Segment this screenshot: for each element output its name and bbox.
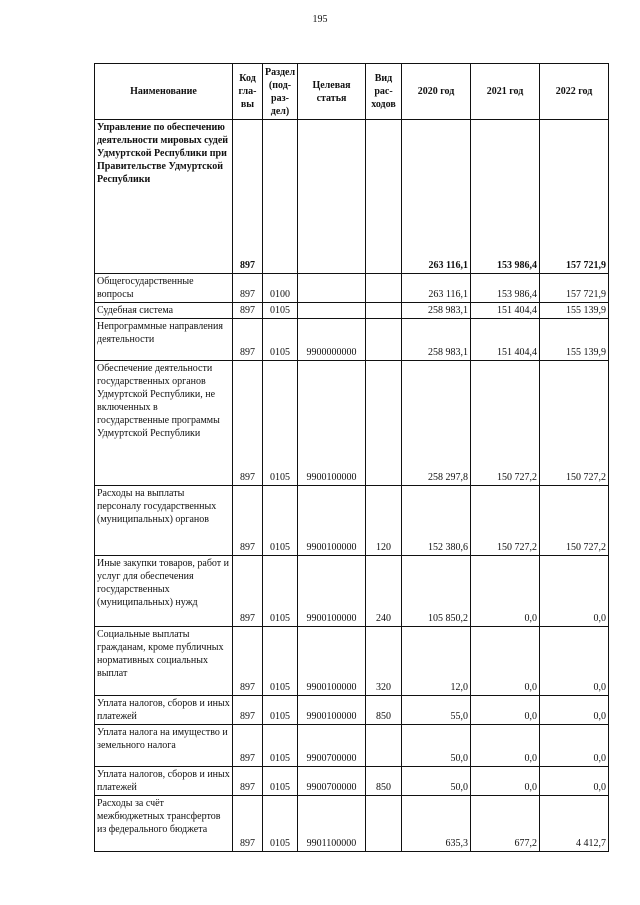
row-2021: 150 727,2 xyxy=(471,486,540,556)
row-target: 9900100000 xyxy=(298,556,366,627)
row-code: 897 xyxy=(233,796,263,852)
row-kind xyxy=(366,303,402,319)
header-kind: Вид рас-ходов xyxy=(366,64,402,120)
table-row xyxy=(95,361,609,486)
row-section: 0105 xyxy=(263,725,298,767)
table-row xyxy=(95,556,609,627)
row-code: 897 xyxy=(233,556,263,627)
row-section: 0100 xyxy=(263,274,298,303)
row-2021: 677,2 xyxy=(471,796,540,852)
table-row xyxy=(95,627,609,696)
row-target xyxy=(298,303,366,319)
row-kind xyxy=(366,361,402,486)
row-code: 897 xyxy=(233,319,263,361)
row-code: 897 xyxy=(233,120,263,274)
row-2020: 105 850,2 xyxy=(402,556,471,627)
row-section: 0105 xyxy=(263,319,298,361)
row-code: 897 xyxy=(233,274,263,303)
table-row xyxy=(95,319,609,361)
row-section: 0105 xyxy=(263,627,298,696)
table-row xyxy=(95,303,609,319)
row-target: 9900700000 xyxy=(298,725,366,767)
row-2020: 258 983,1 xyxy=(402,319,471,361)
row-2021: 0,0 xyxy=(471,767,540,796)
row-kind xyxy=(366,319,402,361)
row-2020: 263 116,1 xyxy=(402,274,471,303)
table-row xyxy=(95,725,609,767)
row-section: 0105 xyxy=(263,556,298,627)
row-2020: 55,0 xyxy=(402,696,471,725)
row-target xyxy=(298,274,366,303)
row-section: 0105 xyxy=(263,361,298,486)
row-kind xyxy=(366,725,402,767)
row-code: 897 xyxy=(233,767,263,796)
page-number: 195 xyxy=(312,14,328,25)
row-name: Управление по обеспечению деятельности мировых судей Удмуртской Республики при Правительстве Удмуртской Республики xyxy=(95,120,233,274)
row-2021: 0,0 xyxy=(471,556,540,627)
row-target: 9900100000 xyxy=(298,627,366,696)
row-2022: 0,0 xyxy=(540,556,609,627)
row-2021: 151 404,4 xyxy=(471,303,540,319)
row-2022: 0,0 xyxy=(540,696,609,725)
row-kind: 120 xyxy=(366,486,402,556)
row-code: 897 xyxy=(233,627,263,696)
table-row xyxy=(95,767,609,796)
row-2021: 0,0 xyxy=(471,627,540,696)
row-2021: 153 986,4 xyxy=(471,274,540,303)
row-target: 9900100000 xyxy=(298,696,366,725)
row-2020: 50,0 xyxy=(402,767,471,796)
row-name: Иные закупки товаров, работ и услуг для обеспечения государственных (муниципальных) нужд xyxy=(95,556,233,627)
row-code: 897 xyxy=(233,696,263,725)
row-kind: 320 xyxy=(366,627,402,696)
row-2022: 150 727,2 xyxy=(540,361,609,486)
table-row xyxy=(95,274,609,303)
row-name: Расходы на выплаты персоналу государственных (муниципальных) органов xyxy=(95,486,233,556)
row-2022: 0,0 xyxy=(540,725,609,767)
row-section xyxy=(263,120,298,274)
row-name: Судебная система xyxy=(95,303,233,319)
row-2020: 50,0 xyxy=(402,725,471,767)
row-code: 897 xyxy=(233,725,263,767)
row-name: Уплата налогов, сборов и иных платежей xyxy=(95,767,233,796)
table-row xyxy=(95,120,609,274)
row-kind: 850 xyxy=(366,696,402,725)
row-2021: 0,0 xyxy=(471,725,540,767)
row-kind: 240 xyxy=(366,556,402,627)
table-row xyxy=(95,696,609,725)
row-target xyxy=(298,120,366,274)
row-target: 9900100000 xyxy=(298,486,366,556)
row-section: 0105 xyxy=(263,767,298,796)
row-kind: 850 xyxy=(366,767,402,796)
row-2021: 151 404,4 xyxy=(471,319,540,361)
header-2022: 2022 год xyxy=(540,64,609,120)
row-2022: 0,0 xyxy=(540,627,609,696)
row-2020: 635,3 xyxy=(402,796,471,852)
header-2021: 2021 год xyxy=(471,64,540,120)
row-code: 897 xyxy=(233,361,263,486)
row-2022: 155 139,9 xyxy=(540,303,609,319)
row-target: 9900700000 xyxy=(298,767,366,796)
row-name: Уплата налога на имущество и земельного налога xyxy=(95,725,233,767)
row-name: Общегосударственные вопросы xyxy=(95,274,233,303)
row-kind xyxy=(366,120,402,274)
header-name: Наименование xyxy=(95,64,233,120)
header-section: Раздел (под-раз-дел) xyxy=(263,64,298,120)
header-code: Код гла-вы xyxy=(233,64,263,120)
row-2022: 150 727,2 xyxy=(540,486,609,556)
table-row xyxy=(95,486,609,556)
row-target: 9900100000 xyxy=(298,361,366,486)
row-section: 0105 xyxy=(263,696,298,725)
row-name: Уплата налогов, сборов и иных платежей xyxy=(95,696,233,725)
row-2022: 157 721,9 xyxy=(540,274,609,303)
row-2022: 0,0 xyxy=(540,767,609,796)
row-target: 9900000000 xyxy=(298,319,366,361)
row-2022: 157 721,9 xyxy=(540,120,609,274)
row-code: 897 xyxy=(233,303,263,319)
row-2022: 155 139,9 xyxy=(540,319,609,361)
row-2021: 153 986,4 xyxy=(471,120,540,274)
budget-table xyxy=(94,63,609,852)
row-section: 0105 xyxy=(263,796,298,852)
row-section: 0105 xyxy=(263,303,298,319)
row-name: Социальные выплаты гражданам, кроме публичных нормативных социальных выплат xyxy=(95,627,233,696)
table-header-row xyxy=(95,64,609,120)
row-code: 897 xyxy=(233,486,263,556)
row-name: Обеспечение деятельности государственных органов Удмуртской Республики, не включенных в государственные программы Удмуртской Республики xyxy=(95,361,233,486)
header-2020: 2020 год xyxy=(402,64,471,120)
row-kind xyxy=(366,796,402,852)
row-2020: 258 297,8 xyxy=(402,361,471,486)
row-2020: 12,0 xyxy=(402,627,471,696)
row-kind xyxy=(366,274,402,303)
row-name: Расходы за счёт межбюджетных трансфертов из федерального бюджета xyxy=(95,796,233,852)
row-2020: 258 983,1 xyxy=(402,303,471,319)
row-2020: 152 380,6 xyxy=(402,486,471,556)
row-2020: 263 116,1 xyxy=(402,120,471,274)
row-target: 9901100000 xyxy=(298,796,366,852)
header-target: Целевая статья xyxy=(298,64,366,120)
row-name: Непрограммные направления деятельности xyxy=(95,319,233,361)
row-2021: 0,0 xyxy=(471,696,540,725)
row-2021: 150 727,2 xyxy=(471,361,540,486)
table-row xyxy=(95,796,609,852)
row-section: 0105 xyxy=(263,486,298,556)
row-2022: 4 412,7 xyxy=(540,796,609,852)
